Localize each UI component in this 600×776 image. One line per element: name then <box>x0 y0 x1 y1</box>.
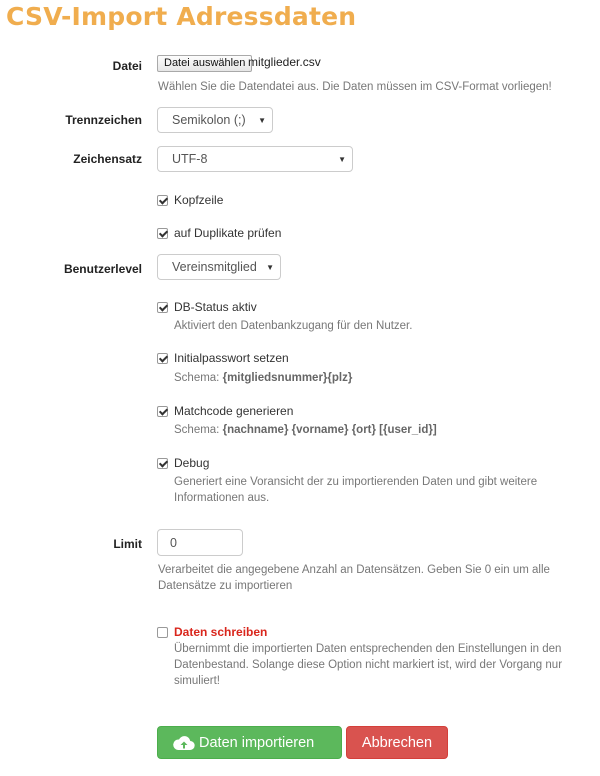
choose-file-button[interactable]: Datei auswählen <box>157 55 252 72</box>
selected-file-name: mitglieder.csv <box>248 55 321 69</box>
import-button-label: Daten importieren <box>199 735 315 751</box>
help-line: Informationen aus. <box>174 492 270 504</box>
debug-checkbox[interactable] <box>157 458 168 469</box>
chevron-down-icon: ▼ <box>266 263 274 272</box>
db-status-help-text: Aktiviert den Datenbankzugang für den Nutzer. <box>174 320 413 332</box>
write-data-checkbox[interactable] <box>157 627 168 638</box>
write-data-label: Daten schreiben <box>174 625 268 639</box>
help-line: Generiert eine Voransicht der zu importierenden Daten und gibt weitere <box>174 476 538 488</box>
user-level-label: Benutzerlevel <box>63 262 142 276</box>
file-help-text: Wählen Sie die Datendatei aus. Die Daten müssen im CSV-Format vorliegen! <box>158 81 552 93</box>
help-line: Übernimmt die importierten Daten entsprechenden den Einstellungen in den <box>174 643 562 655</box>
check-duplicates-label: auf Duplikate prüfen <box>174 226 282 240</box>
header-row-checkbox[interactable] <box>157 195 168 206</box>
matchcode-label: Matchcode generieren <box>174 404 294 418</box>
charset-label: Zeichensatz <box>73 152 142 166</box>
header-row-label: Kopfzeile <box>174 193 224 207</box>
help-line: simuliert! <box>174 675 221 687</box>
initial-password-schema <box>174 370 352 386</box>
page-title: CSV-Import Adressdaten <box>6 2 357 31</box>
separator-label: Trennzeichen <box>65 113 142 127</box>
charset-select[interactable] <box>157 146 353 172</box>
cloud-upload-icon <box>173 735 195 751</box>
user-level-select[interactable] <box>157 254 281 280</box>
debug-help-text <box>174 474 537 506</box>
cancel-button[interactable] <box>346 726 448 759</box>
write-data-help-text <box>174 641 562 689</box>
schema-value: {mitgliedsnummer}{plz} <box>222 372 353 384</box>
import-button[interactable] <box>157 726 342 759</box>
initial-password-label: Initialpasswort setzen <box>174 351 289 365</box>
user-level-value: Vereinsmitglied <box>172 260 257 274</box>
limit-label: Limit <box>113 537 142 551</box>
check-duplicates-checkbox[interactable] <box>157 228 168 239</box>
schema-prefix: Schema: <box>174 372 220 384</box>
separator-value: Semikolon (;) <box>172 113 246 127</box>
limit-help-text <box>158 562 550 594</box>
cancel-button-label: Abbrechen <box>361 735 433 751</box>
schema-prefix: Schema: <box>174 424 220 436</box>
limit-input[interactable]: 0 <box>157 529 243 556</box>
db-status-checkbox[interactable] <box>157 302 168 313</box>
help-line: Datensätze zu importieren <box>158 580 293 592</box>
chevron-down-icon: ▼ <box>258 116 266 125</box>
db-status-label: DB-Status aktiv <box>174 300 257 314</box>
initial-password-checkbox[interactable] <box>157 353 168 364</box>
chevron-down-icon: ▼ <box>338 155 346 164</box>
charset-value: UTF-8 <box>172 152 208 166</box>
matchcode-schema <box>174 422 437 438</box>
schema-value: {nachname} {vorname} {ort} [{user_id}] <box>222 424 437 436</box>
separator-select[interactable] <box>157 107 273 133</box>
debug-label: Debug <box>174 456 210 470</box>
file-label: Datei <box>112 59 142 73</box>
help-line: Verarbeitet die angegebene Anzahl an Datensätzen. Geben Sie 0 ein um alle <box>158 564 550 576</box>
matchcode-checkbox[interactable] <box>157 406 168 417</box>
help-line: Datenbestand. Solange diese Option nicht markiert ist, wird der Vorgang nur <box>174 659 563 671</box>
